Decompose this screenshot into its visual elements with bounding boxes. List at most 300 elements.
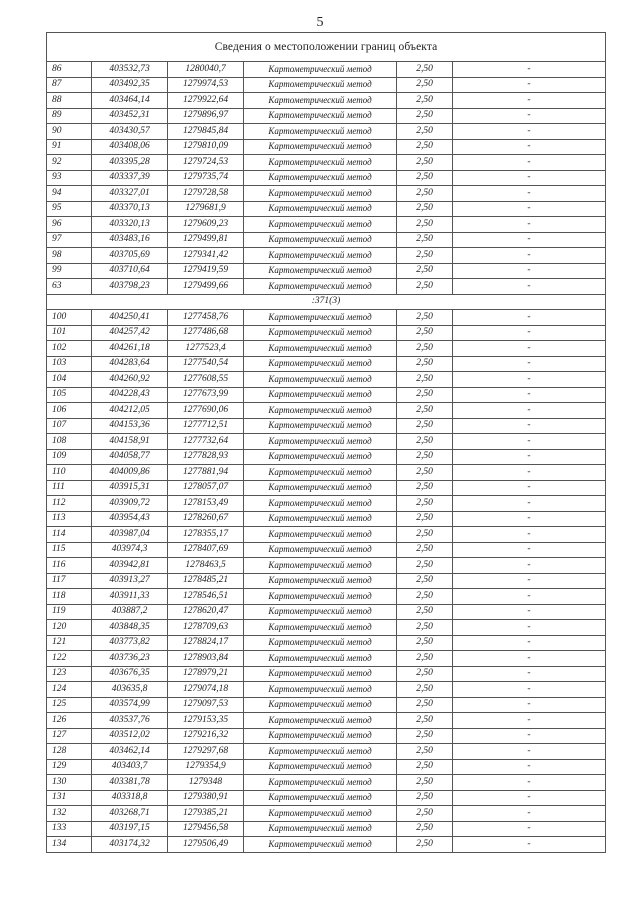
method-cell: Картометрический метод (244, 775, 397, 791)
accuracy-cell: 2,50 (397, 263, 453, 279)
coordinate-y-cell: 1279216,32 (168, 728, 244, 744)
coordinate-x-cell: 403464,14 (92, 93, 168, 109)
accuracy-cell: 2,50 (397, 837, 453, 853)
note-cell: - (453, 155, 606, 171)
coordinate-x-cell: 403705,69 (92, 248, 168, 264)
note-cell: - (453, 604, 606, 620)
coordinate-x-cell: 403954,43 (92, 511, 168, 527)
accuracy-cell: 2,50 (397, 558, 453, 574)
note-cell: - (453, 170, 606, 186)
note-cell: - (453, 108, 606, 124)
note-cell: - (453, 759, 606, 775)
point-number-cell: 123 (47, 666, 92, 682)
coordinate-x-cell: 403676,35 (92, 666, 168, 682)
method-cell: Картометрический метод (244, 449, 397, 465)
point-number-cell: 104 (47, 372, 92, 388)
method-cell: Картометрический метод (244, 232, 397, 248)
point-number-cell: 134 (47, 837, 92, 853)
method-cell: Картометрический метод (244, 124, 397, 140)
method-cell: Картометрический метод (244, 418, 397, 434)
method-cell: Картометрический метод (244, 837, 397, 853)
coordinate-y-cell: 1277732,64 (168, 434, 244, 450)
coordinate-x-cell: 403974,3 (92, 542, 168, 558)
table-row (47, 589, 606, 605)
table-row (47, 558, 606, 574)
accuracy-cell: 2,50 (397, 341, 453, 357)
table-row (47, 77, 606, 93)
coordinate-y-cell: 1279297,68 (168, 744, 244, 760)
note-cell: - (453, 682, 606, 698)
coordinate-x-cell: 403574,99 (92, 697, 168, 713)
point-number-cell: 99 (47, 263, 92, 279)
point-number-cell: 94 (47, 186, 92, 202)
point-number-cell: 103 (47, 356, 92, 372)
note-cell: - (453, 728, 606, 744)
note-cell: - (453, 449, 606, 465)
method-cell: Картометрический метод (244, 201, 397, 217)
accuracy-cell: 2,50 (397, 93, 453, 109)
coordinate-x-cell: 403197,15 (92, 821, 168, 837)
accuracy-cell: 2,50 (397, 418, 453, 434)
coordinate-y-cell: 1277828,93 (168, 449, 244, 465)
accuracy-cell: 2,50 (397, 573, 453, 589)
coordinate-x-cell: 403635,8 (92, 682, 168, 698)
table-row (47, 62, 606, 78)
note-cell: - (453, 651, 606, 667)
note-cell: - (453, 310, 606, 326)
accuracy-cell: 2,50 (397, 589, 453, 605)
method-cell: Картометрический метод (244, 666, 397, 682)
note-cell: - (453, 821, 606, 837)
accuracy-cell: 2,50 (397, 201, 453, 217)
table-row (47, 201, 606, 217)
coordinate-x-cell: 403452,31 (92, 108, 168, 124)
point-number-cell: 122 (47, 651, 92, 667)
table-row (47, 666, 606, 682)
method-cell: Картометрический метод (244, 682, 397, 698)
page-number: 5 (316, 15, 324, 30)
coordinate-y-cell: 1278979,21 (168, 666, 244, 682)
table-row (47, 837, 606, 853)
method-cell: Картометрический метод (244, 542, 397, 558)
coordinate-y-cell: 1278709,63 (168, 620, 244, 636)
table-row (47, 744, 606, 760)
accuracy-cell: 2,50 (397, 279, 453, 295)
table-row (47, 759, 606, 775)
coordinate-x-cell: 404158,91 (92, 434, 168, 450)
method-cell: Картометрический метод (244, 325, 397, 341)
coordinate-y-cell: 1279896,97 (168, 108, 244, 124)
accuracy-cell: 2,50 (397, 108, 453, 124)
method-cell: Картометрический метод (244, 620, 397, 636)
method-cell: Картометрический метод (244, 573, 397, 589)
method-cell: Картометрический метод (244, 697, 397, 713)
accuracy-cell: 2,50 (397, 403, 453, 419)
point-number-cell: 87 (47, 77, 92, 93)
point-number-cell: 125 (47, 697, 92, 713)
method-cell: Картометрический метод (244, 480, 397, 496)
point-number-cell: 132 (47, 806, 92, 822)
accuracy-cell: 2,50 (397, 697, 453, 713)
coordinate-y-cell: 1278057,07 (168, 480, 244, 496)
coordinate-x-cell: 403773,82 (92, 635, 168, 651)
coordinate-y-cell: 1279735,74 (168, 170, 244, 186)
table-row (47, 403, 606, 419)
method-cell: Картометрический метод (244, 403, 397, 419)
point-number-cell: 101 (47, 325, 92, 341)
point-number-cell: 91 (47, 139, 92, 155)
section-label: :371(3) (47, 294, 606, 310)
coordinate-x-cell: 403370,13 (92, 201, 168, 217)
coordinate-y-cell: 1279810,09 (168, 139, 244, 155)
coordinate-y-cell: 1279153,35 (168, 713, 244, 729)
coordinate-x-cell: 403268,71 (92, 806, 168, 822)
table-row (47, 790, 606, 806)
coordinate-y-cell: 1279845,84 (168, 124, 244, 140)
coordinate-x-cell: 403492,35 (92, 77, 168, 93)
note-cell: - (453, 511, 606, 527)
note-cell: - (453, 124, 606, 140)
coordinate-y-cell: 1279456,58 (168, 821, 244, 837)
coordinate-y-cell: 1279609,23 (168, 217, 244, 233)
accuracy-cell: 2,50 (397, 465, 453, 481)
table-row (47, 217, 606, 233)
table-row (47, 697, 606, 713)
method-cell: Картометрический метод (244, 651, 397, 667)
coordinate-x-cell: 403911,33 (92, 589, 168, 605)
accuracy-cell: 2,50 (397, 139, 453, 155)
method-cell: Картометрический метод (244, 806, 397, 822)
method-cell: Картометрический метод (244, 728, 397, 744)
coordinate-y-cell: 1279681,9 (168, 201, 244, 217)
coordinate-y-cell: 1277523,4 (168, 341, 244, 357)
point-number-cell: 116 (47, 558, 92, 574)
coordinate-y-cell: 1279341,42 (168, 248, 244, 264)
coordinate-y-cell: 1279499,66 (168, 279, 244, 295)
point-number-cell: 98 (47, 248, 92, 264)
coordinate-y-cell: 1277690,06 (168, 403, 244, 419)
coordinate-x-cell: 404153,36 (92, 418, 168, 434)
accuracy-cell: 2,50 (397, 759, 453, 775)
accuracy-cell: 2,50 (397, 713, 453, 729)
coordinate-x-cell: 403408,06 (92, 139, 168, 155)
coordinate-y-cell: 1277881,94 (168, 465, 244, 481)
coordinate-x-cell: 403710,64 (92, 263, 168, 279)
coordinate-y-cell: 1278546,51 (168, 589, 244, 605)
table-row (47, 682, 606, 698)
coordinate-y-cell: 1278463,5 (168, 558, 244, 574)
method-cell: Картометрический метод (244, 635, 397, 651)
method-cell: Картометрический метод (244, 589, 397, 605)
accuracy-cell: 2,50 (397, 217, 453, 233)
accuracy-cell: 2,50 (397, 496, 453, 512)
method-cell: Картометрический метод (244, 263, 397, 279)
note-cell: - (453, 93, 606, 109)
note-cell: - (453, 589, 606, 605)
note-cell: - (453, 496, 606, 512)
point-number-cell: 131 (47, 790, 92, 806)
coordinate-x-cell: 403537,76 (92, 713, 168, 729)
accuracy-cell: 2,50 (397, 666, 453, 682)
method-cell: Картометрический метод (244, 217, 397, 233)
note-cell: - (453, 387, 606, 403)
method-cell: Картометрический метод (244, 356, 397, 372)
method-cell: Картометрический метод (244, 186, 397, 202)
coordinate-y-cell: 1279419,59 (168, 263, 244, 279)
table-title: Сведения о местоположении границ объекта (47, 33, 606, 62)
accuracy-cell: 2,50 (397, 155, 453, 171)
table-row (47, 573, 606, 589)
coordinate-y-cell: 1279354,9 (168, 759, 244, 775)
table-row (47, 186, 606, 202)
coordinate-x-cell: 403909,72 (92, 496, 168, 512)
accuracy-cell: 2,50 (397, 604, 453, 620)
coordinate-y-cell: 1278620,47 (168, 604, 244, 620)
note-cell: - (453, 573, 606, 589)
coordinate-y-cell: 1279724,53 (168, 155, 244, 171)
table-row (47, 155, 606, 171)
method-cell: Картометрический метод (244, 558, 397, 574)
method-cell: Картометрический метод (244, 279, 397, 295)
coordinate-x-cell: 403395,28 (92, 155, 168, 171)
coordinate-x-cell: 403736,23 (92, 651, 168, 667)
method-cell: Картометрический метод (244, 372, 397, 388)
coordinate-x-cell: 404257,42 (92, 325, 168, 341)
table-row (47, 620, 606, 636)
coordinate-y-cell: 1279097,53 (168, 697, 244, 713)
accuracy-cell: 2,50 (397, 372, 453, 388)
coordinate-x-cell: 404250,41 (92, 310, 168, 326)
table-row (47, 341, 606, 357)
coordinate-y-cell: 1278407,69 (168, 542, 244, 558)
point-number-cell: 90 (47, 124, 92, 140)
table-row (47, 124, 606, 140)
note-cell: - (453, 279, 606, 295)
point-number-cell: 114 (47, 527, 92, 543)
method-cell: Картометрический метод (244, 496, 397, 512)
coordinate-x-cell: 403913,27 (92, 573, 168, 589)
coordinate-y-cell: 1279974,53 (168, 77, 244, 93)
table-row (47, 139, 606, 155)
coordinate-x-cell: 403403,7 (92, 759, 168, 775)
note-cell: - (453, 666, 606, 682)
method-cell: Картометрический метод (244, 170, 397, 186)
point-number-cell: 112 (47, 496, 92, 512)
accuracy-cell: 2,50 (397, 635, 453, 651)
accuracy-cell: 2,50 (397, 62, 453, 78)
point-number-cell: 117 (47, 573, 92, 589)
table-row (47, 821, 606, 837)
table-title-row (47, 33, 606, 62)
coordinate-y-cell: 1278355,17 (168, 527, 244, 543)
point-number-cell: 126 (47, 713, 92, 729)
note-cell: - (453, 744, 606, 760)
method-cell: Картометрический метод (244, 821, 397, 837)
coordinate-x-cell: 404283,64 (92, 356, 168, 372)
table-row (47, 248, 606, 264)
method-cell: Картометрический метод (244, 248, 397, 264)
coordinate-x-cell: 404058,77 (92, 449, 168, 465)
point-number-cell: 110 (47, 465, 92, 481)
note-cell: - (453, 201, 606, 217)
table-row (47, 310, 606, 326)
accuracy-cell: 2,50 (397, 527, 453, 543)
accuracy-cell: 2,50 (397, 790, 453, 806)
table-row (47, 604, 606, 620)
table-row (47, 372, 606, 388)
table-row (47, 480, 606, 496)
accuracy-cell: 2,50 (397, 387, 453, 403)
table-row (47, 356, 606, 372)
note-cell: - (453, 139, 606, 155)
boundary-coordinates-table (46, 32, 606, 853)
method-cell: Картометрический метод (244, 139, 397, 155)
coordinate-x-cell: 403848,35 (92, 620, 168, 636)
table-row (47, 651, 606, 667)
method-cell: Картометрический метод (244, 387, 397, 403)
point-number-cell: 88 (47, 93, 92, 109)
coordinate-x-cell: 404009,86 (92, 465, 168, 481)
table-row (47, 434, 606, 450)
point-number-cell: 96 (47, 217, 92, 233)
method-cell: Картометрический метод (244, 155, 397, 171)
point-number-cell: 92 (47, 155, 92, 171)
method-cell: Картометрический метод (244, 759, 397, 775)
point-number-cell: 89 (47, 108, 92, 124)
point-number-cell: 109 (47, 449, 92, 465)
accuracy-cell: 2,50 (397, 232, 453, 248)
point-number-cell: 118 (47, 589, 92, 605)
note-cell: - (453, 232, 606, 248)
point-number-cell: 107 (47, 418, 92, 434)
method-cell: Картометрический метод (244, 434, 397, 450)
note-cell: - (453, 806, 606, 822)
note-cell: - (453, 480, 606, 496)
note-cell: - (453, 62, 606, 78)
note-cell: - (453, 713, 606, 729)
table-row (47, 713, 606, 729)
note-cell: - (453, 217, 606, 233)
note-cell: - (453, 620, 606, 636)
point-number-cell: 108 (47, 434, 92, 450)
coordinate-x-cell: 403462,14 (92, 744, 168, 760)
note-cell: - (453, 403, 606, 419)
table-row (47, 232, 606, 248)
coordinate-y-cell: 1279922,64 (168, 93, 244, 109)
point-number-cell: 119 (47, 604, 92, 620)
point-number-cell: 113 (47, 511, 92, 527)
method-cell: Картометрический метод (244, 604, 397, 620)
accuracy-cell: 2,50 (397, 511, 453, 527)
coordinate-x-cell: 403987,04 (92, 527, 168, 543)
point-number-cell: 121 (47, 635, 92, 651)
accuracy-cell: 2,50 (397, 480, 453, 496)
coordinate-x-cell: 403798,23 (92, 279, 168, 295)
coordinate-y-cell: 1278260,67 (168, 511, 244, 527)
coordinate-y-cell: 1277458,76 (168, 310, 244, 326)
note-cell: - (453, 248, 606, 264)
note-cell: - (453, 635, 606, 651)
point-number-cell: 106 (47, 403, 92, 419)
table-row (47, 108, 606, 124)
coordinate-x-cell: 403942,81 (92, 558, 168, 574)
table-row (47, 496, 606, 512)
table-row (47, 527, 606, 543)
coordinate-x-cell: 404260,92 (92, 372, 168, 388)
method-cell: Картометрический метод (244, 341, 397, 357)
point-number-cell: 124 (47, 682, 92, 698)
table-row (47, 511, 606, 527)
coordinate-x-cell: 404228,43 (92, 387, 168, 403)
section-row (47, 294, 606, 310)
note-cell: - (453, 325, 606, 341)
coordinate-y-cell: 1279348 (168, 775, 244, 791)
table-row (47, 806, 606, 822)
table-body (47, 33, 606, 853)
coordinate-y-cell: 1280040,7 (168, 62, 244, 78)
table-row (47, 418, 606, 434)
coordinate-x-cell: 403318,8 (92, 790, 168, 806)
table-row (47, 449, 606, 465)
table-row (47, 93, 606, 109)
accuracy-cell: 2,50 (397, 806, 453, 822)
method-cell: Картометрический метод (244, 465, 397, 481)
note-cell: - (453, 542, 606, 558)
method-cell: Картометрический метод (244, 77, 397, 93)
note-cell: - (453, 527, 606, 543)
coordinate-x-cell: 403327,01 (92, 186, 168, 202)
table-row (47, 170, 606, 186)
coordinate-y-cell: 1278824,17 (168, 635, 244, 651)
accuracy-cell: 2,50 (397, 620, 453, 636)
coordinate-y-cell: 1279506,49 (168, 837, 244, 853)
accuracy-cell: 2,50 (397, 682, 453, 698)
coordinate-y-cell: 1278153,49 (168, 496, 244, 512)
point-number-cell: 93 (47, 170, 92, 186)
note-cell: - (453, 697, 606, 713)
note-cell: - (453, 263, 606, 279)
note-cell: - (453, 372, 606, 388)
coordinate-x-cell: 403337,39 (92, 170, 168, 186)
method-cell: Картометрический метод (244, 93, 397, 109)
point-number-cell: 127 (47, 728, 92, 744)
coordinate-y-cell: 1277608,55 (168, 372, 244, 388)
method-cell: Картометрический метод (244, 511, 397, 527)
coordinate-y-cell: 1277486,68 (168, 325, 244, 341)
point-number-cell: 102 (47, 341, 92, 357)
point-number-cell: 115 (47, 542, 92, 558)
method-cell: Картометрический метод (244, 62, 397, 78)
table-row (47, 263, 606, 279)
point-number-cell: 129 (47, 759, 92, 775)
table-row (47, 465, 606, 481)
accuracy-cell: 2,50 (397, 449, 453, 465)
coordinate-y-cell: 1279380,91 (168, 790, 244, 806)
coordinate-y-cell: 1277712,51 (168, 418, 244, 434)
table-row (47, 635, 606, 651)
point-number-cell: 100 (47, 310, 92, 326)
accuracy-cell: 2,50 (397, 170, 453, 186)
point-number-cell: 128 (47, 744, 92, 760)
point-number-cell: 86 (47, 62, 92, 78)
coordinate-x-cell: 403320,13 (92, 217, 168, 233)
accuracy-cell: 2,50 (397, 248, 453, 264)
coordinate-x-cell: 403512,02 (92, 728, 168, 744)
note-cell: - (453, 418, 606, 434)
point-number-cell: 95 (47, 201, 92, 217)
note-cell: - (453, 837, 606, 853)
note-cell: - (453, 341, 606, 357)
